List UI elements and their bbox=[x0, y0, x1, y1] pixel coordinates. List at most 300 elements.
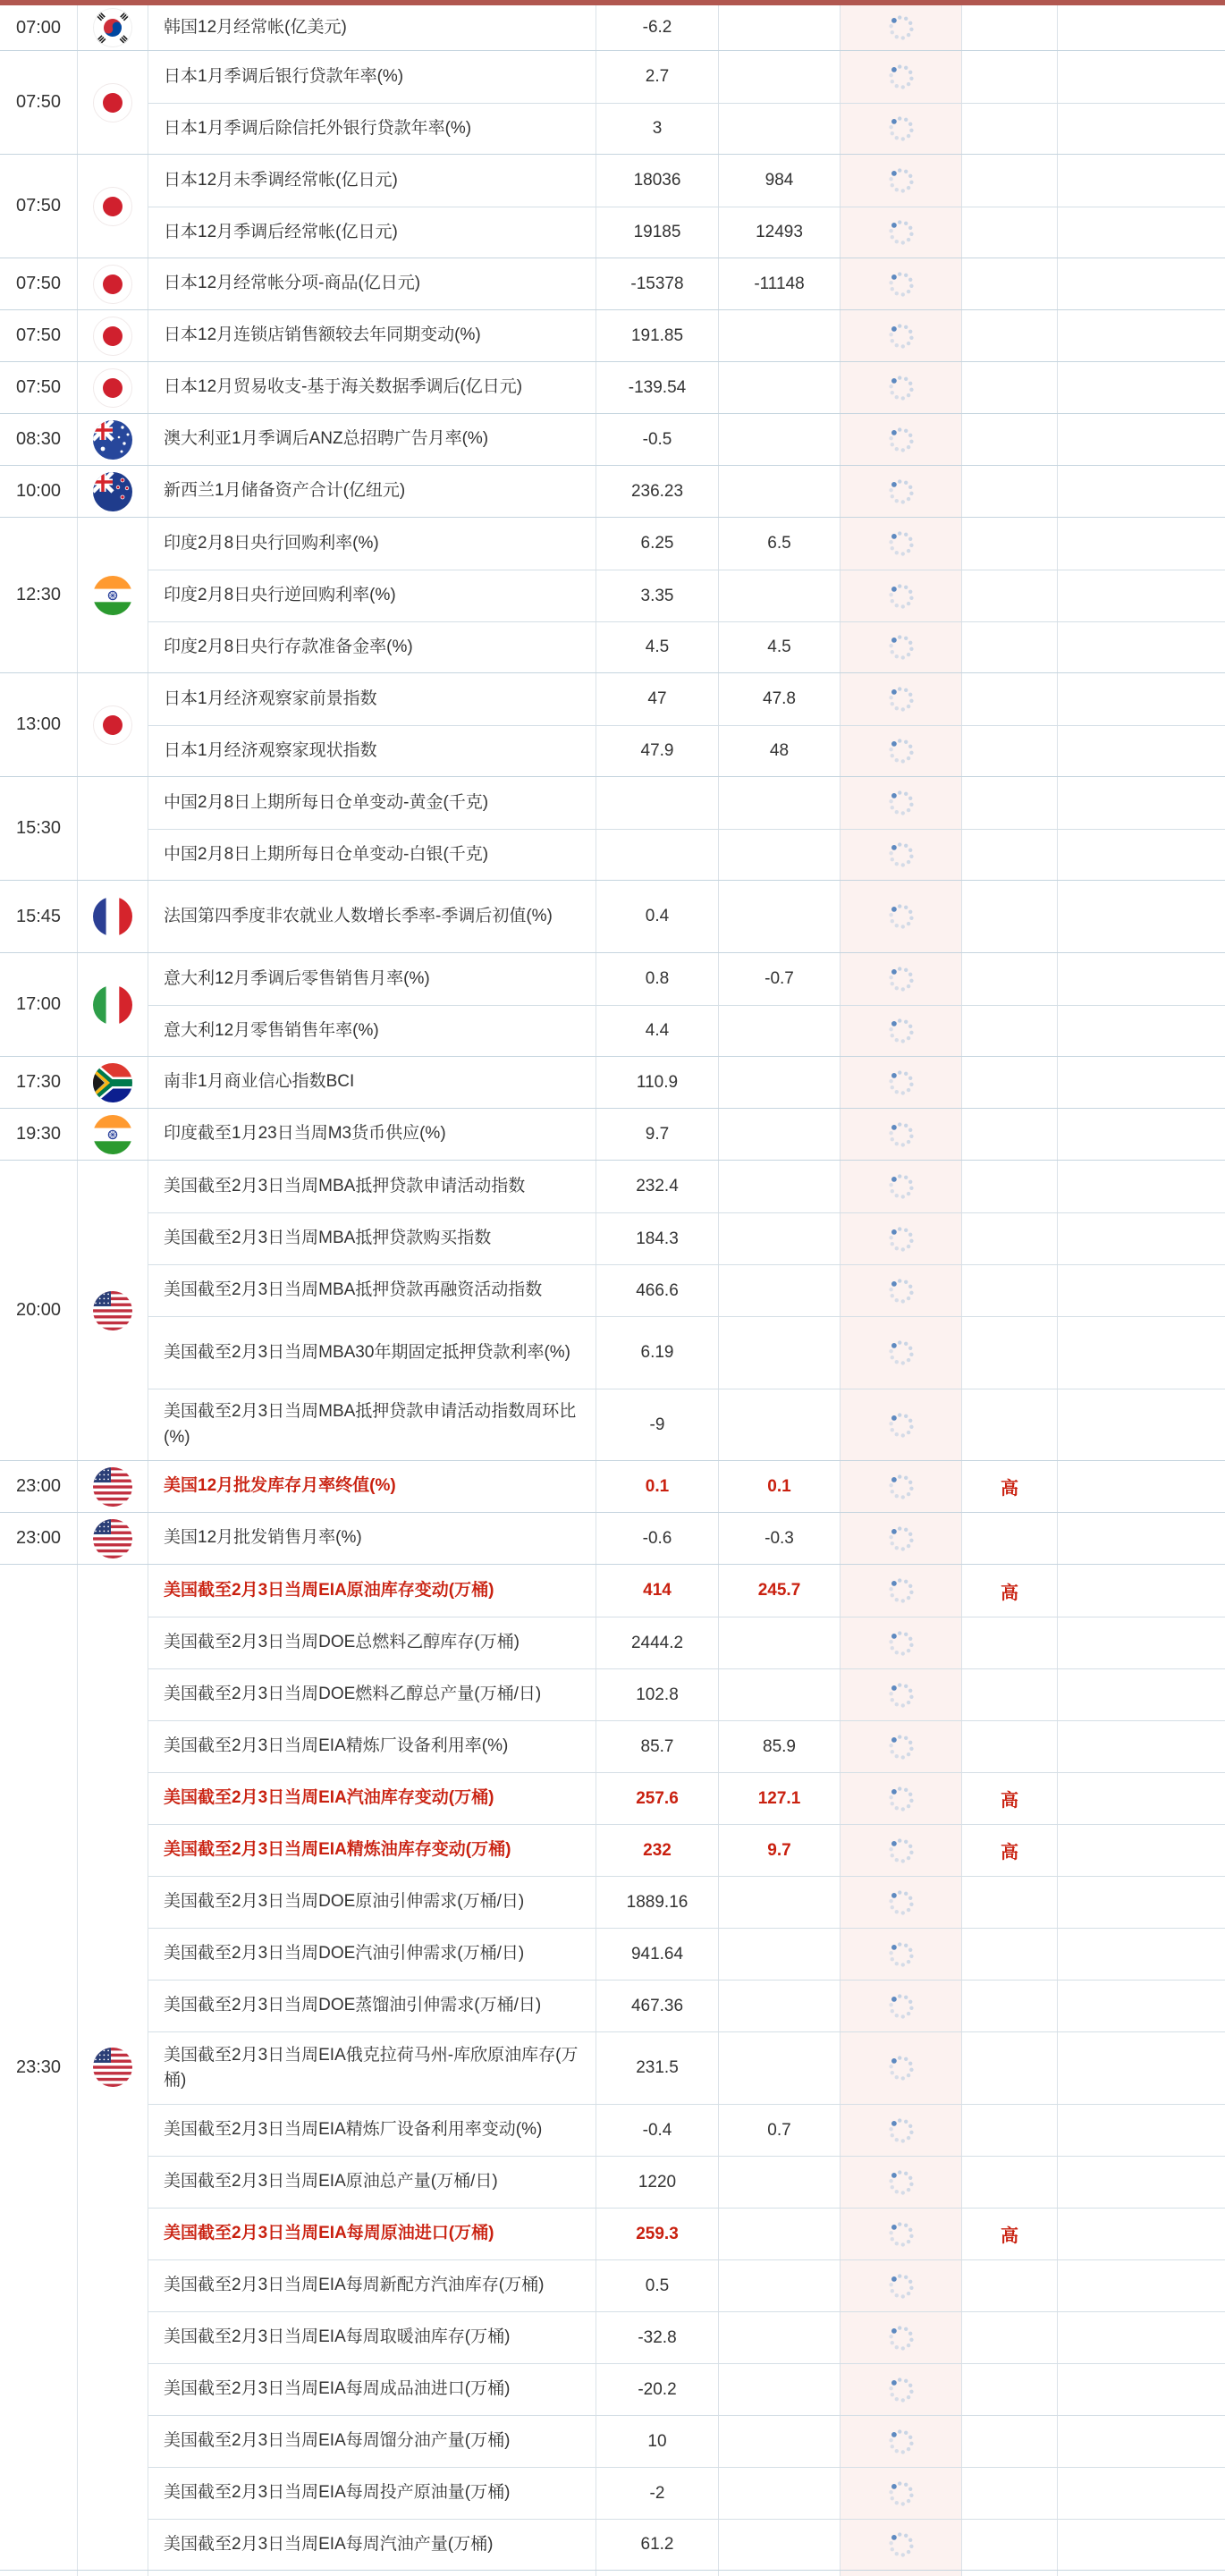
value-secondary-cell bbox=[719, 5, 841, 50]
value-primary-cell bbox=[596, 1265, 719, 1316]
importance-cell bbox=[962, 2571, 1058, 2576]
event-name-label: 美国截至2月3日当周MBA抵押贷款申请活动指数周环比(%) bbox=[164, 1402, 577, 1447]
value-primary-cell bbox=[596, 51, 719, 103]
trailing-empty-cell bbox=[1058, 1929, 1225, 1980]
importance-cell bbox=[962, 953, 1058, 1005]
importance-cell bbox=[962, 1317, 1058, 1389]
value-secondary-cell bbox=[719, 2312, 841, 2363]
value-primary-label: 1889.16 bbox=[626, 1892, 689, 1912]
loading-spinner-icon bbox=[885, 2052, 917, 2084]
loading-spinner-icon bbox=[885, 1409, 917, 1441]
event-name-cell bbox=[148, 881, 596, 952]
event-name-cell bbox=[148, 1513, 596, 1564]
calendar-event-row[interactable] bbox=[148, 2311, 1225, 2363]
country-flag-cell bbox=[78, 1109, 148, 1160]
loading-cell bbox=[841, 1161, 962, 1212]
event-name-cell bbox=[148, 414, 596, 465]
trailing-empty-cell bbox=[1058, 518, 1225, 570]
importance-cell bbox=[962, 155, 1058, 207]
country-flag-cell bbox=[78, 466, 148, 517]
trailing-empty-cell bbox=[1058, 622, 1225, 672]
calendar-event-row[interactable] bbox=[148, 155, 1225, 207]
value-primary-label: 2.7 bbox=[645, 67, 670, 86]
calendar-event-row[interactable] bbox=[148, 1389, 1225, 1460]
calendar-group bbox=[0, 881, 1225, 953]
trailing-empty-cell bbox=[1058, 1825, 1225, 1876]
event-name-cell bbox=[148, 2571, 596, 2576]
value-secondary-label: 9.7 bbox=[767, 1840, 791, 1860]
loading-spinner-icon bbox=[885, 1783, 917, 1815]
event-name-cell bbox=[148, 953, 596, 1005]
value-primary-label: 0.4 bbox=[645, 907, 670, 925]
value-primary-label: 47.9 bbox=[640, 741, 674, 760]
event-name-label: 中国2月8日上期所每日仓单变动-黄金(千克) bbox=[164, 792, 489, 812]
importance-high-label: 高 bbox=[1001, 1791, 1018, 1811]
calendar-event-row[interactable] bbox=[148, 725, 1225, 776]
loading-spinner-icon bbox=[885, 787, 917, 819]
value-secondary-label: 85.9 bbox=[763, 1736, 796, 1756]
calendar-event-row[interactable] bbox=[148, 1668, 1225, 1720]
event-name-cell bbox=[148, 1006, 596, 1056]
value-primary-label: 1220 bbox=[638, 2172, 677, 2192]
importance-cell bbox=[962, 1213, 1058, 1264]
loading-spinner-icon bbox=[885, 1523, 917, 1555]
event-time-label: 23:00 bbox=[15, 1528, 62, 1548]
value-secondary-cell bbox=[719, 2520, 841, 2570]
loading-cell bbox=[841, 310, 962, 361]
loading-spinner-icon bbox=[885, 2322, 917, 2354]
value-primary-label: 259.3 bbox=[636, 2224, 679, 2243]
loading-spinner-icon bbox=[885, 2426, 917, 2458]
country-flag-cell bbox=[78, 777, 148, 880]
loading-cell bbox=[841, 51, 962, 103]
flag-japan-icon bbox=[93, 187, 132, 226]
calendar-event-row[interactable] bbox=[148, 881, 1225, 952]
importance-high-label: 高 bbox=[1001, 1583, 1018, 1603]
value-primary-cell bbox=[596, 155, 719, 207]
trailing-empty-cell bbox=[1058, 1513, 1225, 1564]
value-secondary-cell bbox=[719, 518, 841, 570]
trailing-empty-cell bbox=[1058, 2157, 1225, 2208]
calendar-event-row[interactable] bbox=[148, 2156, 1225, 2208]
calendar-event-row[interactable] bbox=[148, 621, 1225, 672]
event-name-label: 印度2月8日央行存款准备金率(%) bbox=[164, 637, 413, 656]
value-secondary-cell bbox=[719, 466, 841, 517]
value-primary-cell bbox=[596, 1317, 719, 1389]
country-flag-cell bbox=[78, 155, 148, 258]
event-name-label: 美国截至2月3日当周EIA每周取暖油库存(万桶) bbox=[164, 2327, 511, 2347]
trailing-empty-cell bbox=[1058, 1981, 1225, 2031]
calendar-event-row[interactable] bbox=[148, 51, 1225, 103]
calendar-event-row[interactable] bbox=[148, 1316, 1225, 1389]
value-primary-cell bbox=[596, 2571, 719, 2576]
event-name-label: 日本12月连锁店销售额较去年同期变动(%) bbox=[164, 325, 481, 345]
importance-cell bbox=[962, 777, 1058, 829]
loading-spinner-icon bbox=[885, 528, 917, 560]
loading-spinner-icon bbox=[885, 268, 917, 300]
trailing-empty-cell bbox=[1058, 51, 1225, 103]
calendar-event-row[interactable] bbox=[148, 1264, 1225, 1316]
calendar-group bbox=[0, 1109, 1225, 1161]
value-primary-label: 9.7 bbox=[645, 1124, 670, 1144]
loading-cell bbox=[841, 1513, 962, 1564]
event-name-label: 美国截至2月3日当周DOE燃料乙醇总产量(万桶/日) bbox=[164, 1685, 542, 1704]
calendar-event-row[interactable] bbox=[148, 207, 1225, 258]
event-name-label: 美国截至2月3日当周DOE汽油引伸需求(万桶/日) bbox=[164, 1944, 525, 1964]
calendar-event-row[interactable] bbox=[148, 414, 1225, 465]
event-name-cell bbox=[148, 51, 596, 103]
country-flag-cell bbox=[78, 310, 148, 361]
value-primary-label: 236.23 bbox=[630, 481, 684, 501]
calendar-event-row[interactable] bbox=[148, 2259, 1225, 2311]
event-name-label: 印度2月8日央行逆回购利率(%) bbox=[164, 586, 396, 605]
loading-spinner-icon bbox=[885, 1679, 917, 1711]
event-name-label: 美国12月批发销售月率(%) bbox=[164, 1528, 362, 1548]
loading-spinner-icon bbox=[885, 2115, 917, 2147]
value-primary-label: 184.3 bbox=[636, 1229, 679, 1248]
event-time-cell bbox=[0, 1057, 78, 1108]
value-primary-label: -0.5 bbox=[642, 429, 672, 449]
value-secondary-label: -0.3 bbox=[765, 1528, 794, 1548]
value-primary-cell bbox=[596, 1565, 719, 1617]
calendar-event-row[interactable] bbox=[148, 1513, 1225, 1564]
value-secondary-label: 6.5 bbox=[767, 534, 791, 553]
calendar-event-row[interactable] bbox=[148, 1161, 1225, 1212]
calendar-event-row[interactable] bbox=[148, 1928, 1225, 1980]
calendar-group bbox=[0, 1461, 1225, 1513]
importance-cell bbox=[962, 1265, 1058, 1316]
event-name-label: 美国截至2月3日当周EIA每周汽油产量(万桶) bbox=[164, 2534, 494, 2554]
country-flag-cell bbox=[78, 518, 148, 672]
calendar-event-row[interactable] bbox=[148, 1057, 1225, 1108]
country-flag-cell bbox=[78, 1161, 148, 1460]
trailing-empty-cell bbox=[1058, 310, 1225, 361]
value-primary-cell bbox=[596, 1213, 719, 1264]
loading-spinner-icon bbox=[885, 424, 917, 456]
value-secondary-label: -11148 bbox=[754, 274, 805, 293]
calendar-event-row[interactable] bbox=[148, 953, 1225, 1005]
loading-cell bbox=[841, 1773, 962, 1824]
event-name-label: 美国截至2月3日当周MBA30年期固定抵押贷款利率(%) bbox=[164, 1342, 570, 1362]
loading-spinner-icon bbox=[885, 2166, 917, 2199]
calendar-event-row[interactable] bbox=[148, 2519, 1225, 2570]
loading-cell bbox=[841, 1057, 962, 1108]
value-secondary-cell bbox=[719, 1265, 841, 1316]
value-secondary-cell bbox=[719, 777, 841, 829]
calendar-event-row[interactable] bbox=[148, 258, 1225, 309]
calendar-event-row[interactable] bbox=[148, 1005, 1225, 1056]
calendar-event-row[interactable] bbox=[148, 673, 1225, 725]
value-primary-label: 466.6 bbox=[636, 1280, 679, 1300]
loading-cell bbox=[841, 466, 962, 517]
loading-spinner-icon bbox=[885, 1170, 917, 1203]
value-primary-cell bbox=[596, 953, 719, 1005]
value-secondary-cell bbox=[719, 570, 841, 621]
importance-cell bbox=[962, 51, 1058, 103]
calendar-event-row[interactable] bbox=[148, 1212, 1225, 1264]
loading-cell bbox=[841, 155, 962, 207]
calendar-event-row[interactable] bbox=[148, 2363, 1225, 2415]
calendar-event-row[interactable] bbox=[148, 2415, 1225, 2467]
trailing-empty-cell bbox=[1058, 2312, 1225, 2363]
trailing-empty-cell bbox=[1058, 2416, 1225, 2467]
event-time-cell bbox=[0, 155, 78, 258]
value-secondary-cell bbox=[719, 1389, 841, 1460]
value-secondary-cell bbox=[719, 1825, 841, 1876]
event-name-label: 美国12月批发库存月率终值(%) bbox=[164, 1476, 396, 1496]
calendar-event-row[interactable] bbox=[148, 1617, 1225, 1668]
loading-spinner-icon bbox=[885, 683, 917, 715]
value-secondary-label: -0.7 bbox=[765, 969, 794, 988]
trailing-empty-cell bbox=[1058, 1669, 1225, 1720]
trailing-empty-cell bbox=[1058, 726, 1225, 776]
event-time-cell bbox=[0, 1161, 78, 1460]
value-primary-label: 4.4 bbox=[645, 1021, 670, 1040]
event-name-cell bbox=[148, 777, 596, 829]
country-flag-cell bbox=[78, 2571, 148, 2576]
event-name-cell bbox=[148, 104, 596, 154]
value-primary-cell bbox=[596, 1006, 719, 1056]
value-primary-label: 18036 bbox=[633, 171, 681, 190]
calendar-group bbox=[0, 310, 1225, 362]
event-time-label: 07:50 bbox=[15, 196, 62, 215]
trailing-empty-cell bbox=[1058, 2209, 1225, 2259]
importance-cell bbox=[962, 2364, 1058, 2415]
event-name-cell bbox=[148, 2157, 596, 2208]
event-name-cell bbox=[148, 1565, 596, 1617]
loading-spinner-icon bbox=[885, 1275, 917, 1307]
calendar-event-row[interactable] bbox=[148, 570, 1225, 621]
value-secondary-cell bbox=[719, 414, 841, 465]
calendar-event-row[interactable] bbox=[148, 310, 1225, 361]
calendar-event-row[interactable] bbox=[148, 2208, 1225, 2259]
flag-united-states-icon bbox=[93, 1467, 132, 1507]
value-secondary-cell bbox=[719, 622, 841, 672]
trailing-empty-cell bbox=[1058, 1057, 1225, 1108]
value-primary-cell bbox=[596, 310, 719, 361]
event-time-label: 13:00 bbox=[15, 714, 62, 734]
event-time-cell bbox=[0, 258, 78, 309]
loading-cell bbox=[841, 2157, 962, 2208]
value-secondary-cell bbox=[719, 207, 841, 258]
value-primary-label: 232 bbox=[643, 1840, 672, 1860]
value-primary-label: 3.35 bbox=[640, 586, 674, 605]
calendar-event-row[interactable] bbox=[148, 2104, 1225, 2156]
event-name-cell bbox=[148, 258, 596, 309]
calendar-event-row[interactable] bbox=[148, 1772, 1225, 1824]
event-name-cell bbox=[148, 622, 596, 672]
event-name-label: 美国截至2月3日当周EIA精炼油库存变动(万桶) bbox=[164, 1840, 511, 1860]
calendar-event-row[interactable] bbox=[148, 1824, 1225, 1876]
event-name-cell bbox=[148, 1265, 596, 1316]
event-name-cell bbox=[148, 2468, 596, 2519]
loading-spinner-icon bbox=[885, 839, 917, 871]
calendar-event-row[interactable] bbox=[148, 2467, 1225, 2519]
value-secondary-cell bbox=[719, 1929, 841, 1980]
importance-cell bbox=[962, 1877, 1058, 1928]
calendar-event-row[interactable] bbox=[148, 362, 1225, 413]
event-name-cell bbox=[148, 1317, 596, 1389]
trailing-empty-cell bbox=[1058, 2032, 1225, 2104]
calendar-event-row[interactable] bbox=[148, 1461, 1225, 1512]
loading-spinner-icon bbox=[885, 1575, 917, 1607]
value-primary-label: -6.2 bbox=[642, 18, 672, 37]
flag-japan-icon bbox=[93, 368, 132, 408]
value-primary-label: 19185 bbox=[633, 223, 681, 241]
importance-cell bbox=[962, 2105, 1058, 2156]
trailing-empty-cell bbox=[1058, 155, 1225, 207]
value-secondary-cell bbox=[719, 2032, 841, 2104]
value-primary-cell bbox=[596, 1617, 719, 1668]
value-secondary-cell bbox=[719, 2260, 841, 2311]
importance-cell bbox=[962, 1389, 1058, 1460]
event-time-label: 19:30 bbox=[15, 1124, 62, 1144]
event-name-label: 印度截至1月23日当周M3货币供应(%) bbox=[164, 1124, 446, 1144]
calendar-group bbox=[0, 362, 1225, 414]
event-name-label: 日本1月经济观察家前景指数 bbox=[164, 688, 377, 708]
value-primary-label: 6.25 bbox=[640, 534, 674, 553]
loading-spinner-icon bbox=[885, 1835, 917, 1867]
value-secondary-cell bbox=[719, 1057, 841, 1108]
calendar-event-row[interactable] bbox=[148, 1720, 1225, 1772]
loading-spinner-icon bbox=[885, 1627, 917, 1660]
value-secondary-cell bbox=[719, 1669, 841, 1720]
loading-cell bbox=[841, 1265, 962, 1316]
event-name-cell bbox=[148, 207, 596, 258]
trailing-empty-cell bbox=[1058, 362, 1225, 413]
loading-cell bbox=[841, 570, 962, 621]
value-primary-label: 85.7 bbox=[640, 1736, 674, 1756]
value-primary-cell bbox=[596, 622, 719, 672]
loading-spinner-icon bbox=[885, 1067, 917, 1099]
trailing-empty-cell bbox=[1058, 1213, 1225, 1264]
event-time-label: 07:50 bbox=[15, 274, 62, 293]
event-name-cell bbox=[148, 1617, 596, 1668]
importance-cell bbox=[962, 1825, 1058, 1876]
importance-cell bbox=[962, 673, 1058, 725]
event-name-cell bbox=[148, 466, 596, 517]
flag-united-states-icon bbox=[93, 2048, 132, 2087]
value-secondary-cell bbox=[719, 2209, 841, 2259]
flag-south-africa-icon bbox=[93, 1063, 132, 1102]
calendar-group bbox=[0, 414, 1225, 466]
importance-cell bbox=[962, 1057, 1058, 1108]
event-name-label: 美国截至2月3日当周EIA俄克拉荷马州-库欣原油库存(万桶) bbox=[164, 2045, 579, 2090]
value-primary-cell bbox=[596, 830, 719, 880]
calendar-event-row[interactable] bbox=[148, 1980, 1225, 2031]
value-secondary-cell bbox=[719, 726, 841, 776]
event-name-label: 美国截至2月3日当周DOE原油引伸需求(万桶/日) bbox=[164, 1892, 525, 1912]
event-name-cell bbox=[148, 1825, 596, 1876]
trailing-empty-cell bbox=[1058, 673, 1225, 725]
value-primary-cell bbox=[596, 673, 719, 725]
calendar-event-row[interactable] bbox=[148, 1109, 1225, 1160]
loading-cell bbox=[841, 881, 962, 952]
calendar-event-row[interactable] bbox=[148, 777, 1225, 829]
value-primary-cell bbox=[596, 104, 719, 154]
event-name-cell bbox=[148, 5, 596, 50]
loading-spinner-icon bbox=[885, 1887, 917, 1919]
loading-cell bbox=[841, 726, 962, 776]
event-time-label: 07:50 bbox=[15, 325, 62, 345]
event-time-cell bbox=[0, 881, 78, 952]
event-name-cell bbox=[148, 570, 596, 621]
importance-cell bbox=[962, 1721, 1058, 1772]
calendar-event-row[interactable] bbox=[148, 829, 1225, 880]
calendar-event-row[interactable] bbox=[148, 1565, 1225, 1617]
event-name-label: 印度2月8日央行回购利率(%) bbox=[164, 533, 379, 553]
loading-spinner-icon bbox=[885, 2270, 917, 2302]
importance-cell bbox=[962, 414, 1058, 465]
value-primary-label: 0.8 bbox=[645, 969, 670, 988]
event-time-label: 12:30 bbox=[15, 585, 62, 604]
country-flag-cell bbox=[78, 881, 148, 952]
value-secondary-label: 48 bbox=[769, 741, 790, 760]
value-secondary-cell bbox=[719, 1981, 841, 2031]
loading-cell bbox=[841, 518, 962, 570]
value-secondary-label: 4.5 bbox=[767, 638, 791, 656]
calendar-event-row[interactable] bbox=[148, 2031, 1225, 2104]
importance-cell bbox=[962, 207, 1058, 258]
importance-cell bbox=[962, 2468, 1058, 2519]
value-secondary-cell bbox=[719, 2571, 841, 2576]
calendar-event-row[interactable] bbox=[148, 1876, 1225, 1928]
event-name-cell bbox=[148, 1721, 596, 1772]
event-name-cell bbox=[148, 2032, 596, 2104]
event-name-cell bbox=[148, 1213, 596, 1264]
value-secondary-cell bbox=[719, 155, 841, 207]
loading-spinner-icon bbox=[885, 2529, 917, 2561]
value-secondary-label: 0.7 bbox=[767, 2120, 791, 2140]
importance-cell bbox=[962, 1981, 1058, 2031]
value-primary-cell bbox=[596, 570, 719, 621]
event-time-cell bbox=[0, 777, 78, 880]
calendar-event-row bbox=[148, 2571, 1225, 2576]
calendar-event-row[interactable] bbox=[148, 518, 1225, 570]
calendar-group bbox=[0, 1513, 1225, 1565]
flag-united-states-icon bbox=[93, 1519, 132, 1558]
value-primary-cell bbox=[596, 2260, 719, 2311]
importance-cell bbox=[962, 2157, 1058, 2208]
value-primary-label: -139.54 bbox=[628, 377, 687, 397]
importance-cell bbox=[962, 881, 1058, 952]
event-time-cell bbox=[0, 414, 78, 465]
event-name-label: 新西兰1月储备资产合计(亿纽元) bbox=[164, 481, 406, 501]
loading-spinner-icon bbox=[885, 2478, 917, 2510]
event-time-cell bbox=[0, 310, 78, 361]
calendar-group bbox=[0, 673, 1225, 777]
loading-spinner-icon bbox=[885, 1223, 917, 1255]
calendar-event-row[interactable] bbox=[148, 103, 1225, 154]
value-secondary-cell bbox=[719, 1617, 841, 1668]
event-name-cell bbox=[148, 2416, 596, 2467]
value-secondary-cell bbox=[719, 2416, 841, 2467]
loading-cell bbox=[841, 207, 962, 258]
calendar-event-row[interactable] bbox=[148, 5, 1225, 50]
event-time-cell bbox=[0, 518, 78, 672]
event-name-label: 韩国12月经常帐(亿美元) bbox=[164, 17, 347, 37]
event-name-label: 美国截至2月3日当周DOE蒸馏油引伸需求(万桶/日) bbox=[164, 1996, 542, 2015]
value-primary-label: 941.64 bbox=[630, 1944, 684, 1964]
value-secondary-label: 127.1 bbox=[757, 1788, 801, 1808]
event-name-label: 美国截至2月3日当周MBA抵押贷款再融资活动指数 bbox=[164, 1280, 543, 1300]
event-name-cell bbox=[148, 362, 596, 413]
calendar-event-row[interactable] bbox=[148, 466, 1225, 517]
importance-cell bbox=[962, 726, 1058, 776]
loading-spinner-icon bbox=[885, 61, 917, 93]
event-name-cell bbox=[148, 673, 596, 725]
loading-spinner-icon bbox=[885, 1471, 917, 1503]
